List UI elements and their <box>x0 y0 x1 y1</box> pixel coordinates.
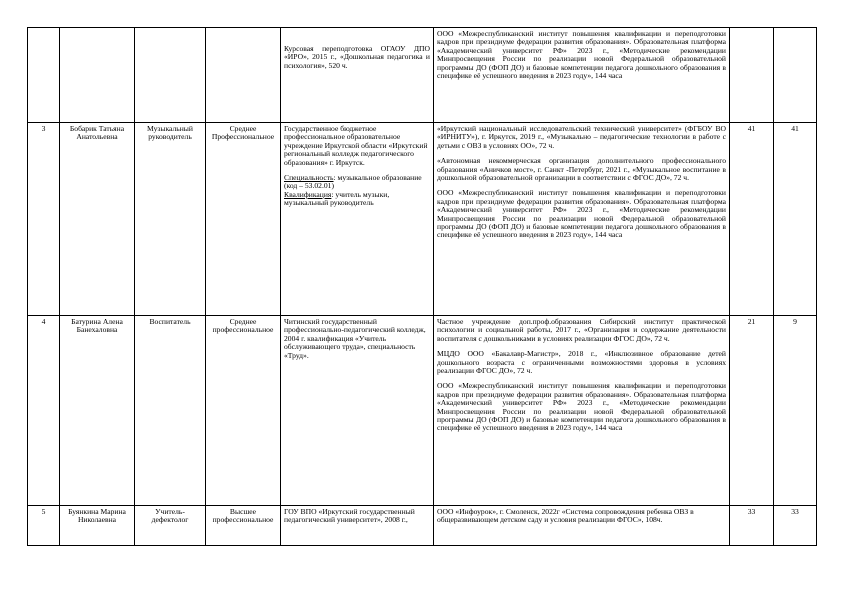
cell-total-experience <box>730 28 774 123</box>
course-item: «Автономная некоммерческая организация дополнительного профессионального образования «Аничков мост», г. Санкт -Петербург, 2021 г., «Музыкальное воспитание в дошкольной образовательной организации в соответствии с ФГОС ДО», 72 ч. <box>437 156 726 183</box>
specialty-value: : музыкальное образование (код – 53.02.01) <box>284 173 422 191</box>
cell-num: 3 <box>28 123 60 316</box>
education-institution: Государственное бюджетное профессиональное образовательное учреждение Иркутской области «Иркутский региональный колледж педагогического образования» г. Иркутск. <box>284 124 428 167</box>
table-row <box>28 506 817 546</box>
cell-education <box>281 28 434 123</box>
table-row <box>28 28 817 123</box>
cell-position <box>135 28 206 123</box>
education-qualification <box>284 191 430 208</box>
specialty-label: Специальность <box>284 173 334 183</box>
cell-num: 5 <box>28 506 60 546</box>
course-item: ООО «Инфоурок», г. Смоленск, 2022г «Система сопровождения ребенка ОВЗ в общеразвивающем детском саду и условия реализации ФГОС», 108ч. <box>437 507 694 525</box>
course-item: «Иркутский национальный исследовательский технический университет» (ФГБОУ ВО «ИРНИТУ»), г. Иркутск, 2019 г., «Музыкально – педагогические технологии в работе с детьми с ОВЗ в условиях ОО», 72 ч. <box>437 124 726 150</box>
cell-education <box>281 506 434 546</box>
education-text: Курсовая переподготовка ОГАОУ ДПО «ИРО», 2015 г., «Дошкольная педагогика и психология», 520 ч. <box>284 44 430 70</box>
cell-num <box>28 28 60 123</box>
course-item: Частное учреждение доп.проф.образования Сибирский институт практической психологии и социальной работы, 2017 г., «Организация и содержание деятельности воспитателя с дошкольниками в условиях реализации ФГОС ДО», 72 ч. <box>437 317 726 343</box>
cell-num: 4 <box>28 316 60 506</box>
cell-education <box>281 316 434 506</box>
education-text: Читинский государственный профессионально-педагогический колледж, 2004 г. квалификация «Учитель обслуживающего труда», специальность «Труд». <box>284 317 426 360</box>
qualification-label: Квалификация <box>284 189 332 199</box>
cell-position: Музыкальный руководитель <box>135 123 206 316</box>
cell-name: Батурина Алена Банехаловна <box>60 316 135 506</box>
course-item: ООО «Межреспубликанский институт повышения квалификации и переподготовки кадров при президиуме федерации развития образования». Образовательная платформа «Академический университет РФ» 2023 г., «Методические рекомендации Минпросвещения России по реализации новой Федеральной образовательной программы ДО (ФОП ДО) и базовые компетенции педагога дошкольного образования в специфике её успешного введения в 2023 году», 144 часа <box>437 29 726 81</box>
cell-courses <box>434 28 730 123</box>
table-row <box>28 316 817 506</box>
course-item: ООО «Межреспубликанский институт повышения квалификации и переподготовки кадров при президиуме федерации развития образования». Образовательная платформа «Академический университет РФ» 2023 г., «Методические рекомендации Минпросвещения России по реализации новой Федеральной образовательной программы ДО (ФОП ДО) и базовые компетенции педагога дошкольного образования в специфике её успешного введения в 2023 году», 144 часа <box>437 381 726 433</box>
cell-courses <box>434 123 730 316</box>
cell-education <box>281 123 434 316</box>
course-item: ООО «Межреспубликанский институт повышения квалификации и переподготовки кадров при президиуме федерации развития образования». Образовательная платформа «Академический университет РФ» 2023 г., «Методические рекомендации Минпросвещения России по реализации новой Федеральной образовательной программы ДО (ФОП ДО) и базовые компетенции педагога дошкольного образования в специфике её успешного введения в 2023 году», 144 часа <box>437 188 726 240</box>
education-text: ГОУ ВПО «Иркутский государственный педагогический университет», 2008 г., <box>284 507 415 525</box>
cell-total-experience: 21 <box>730 316 774 506</box>
cell-name: Буянкина Марина Николаевна <box>60 506 135 546</box>
cell-name: Бобарик Татьяна Анатольевна <box>60 123 135 316</box>
qualification-value: : учитель музыки, музыкальный руководитель <box>284 189 390 208</box>
cell-position: Воспитатель <box>135 316 206 506</box>
cell-total-experience: 33 <box>730 506 774 546</box>
staff-table <box>27 27 817 546</box>
course-item: МЦДО ООО «Бакалавр-Магистр», 2018 г., «Инклюзивное образование детей дошкольного возраста с ограниченными возможностями здоровья в условиях реализации ФГОС ДО», 72 ч. <box>437 349 726 376</box>
cell-ped-experience <box>774 28 817 123</box>
cell-education-level: Среднее профессиональное <box>206 316 281 506</box>
cell-ped-experience: 41 <box>774 123 817 316</box>
cell-education-level: Высшее профессиональное <box>206 506 281 546</box>
cell-position: Учитель-дефектолог <box>135 506 206 546</box>
cell-education-level: Среднее Профессиональное <box>206 123 281 316</box>
cell-ped-experience: 33 <box>774 506 817 546</box>
cell-total-experience: 41 <box>730 123 774 316</box>
cell-ped-experience: 9 <box>774 316 817 506</box>
cell-education-level <box>206 28 281 123</box>
table-row <box>28 123 817 316</box>
cell-courses <box>434 316 730 506</box>
cell-name <box>60 28 135 123</box>
cell-courses <box>434 506 730 546</box>
education-specialty <box>284 174 430 191</box>
